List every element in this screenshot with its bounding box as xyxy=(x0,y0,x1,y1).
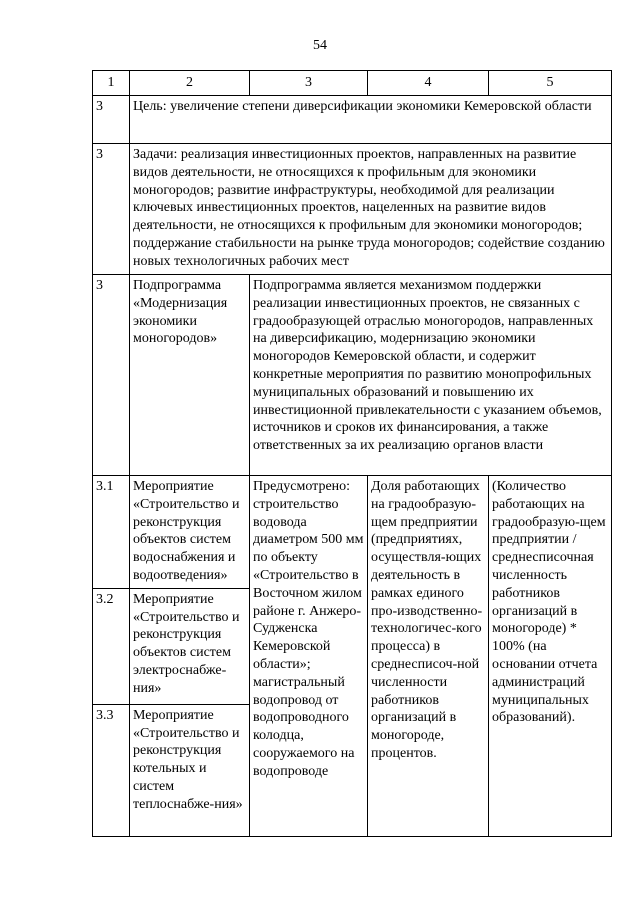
measure-number-3-2: 3.2 xyxy=(93,588,130,704)
subprogram-row-number: 3 xyxy=(93,275,130,476)
measure-name-3-2: Мероприятие «Строительство и реконструкция объектов систем электроснабже-ния» xyxy=(130,588,250,704)
header-cell-1: 1 xyxy=(93,71,130,96)
subprogram-description: Подпрограмма является механизмом поддержки реализации инвестиционных проектов, не связанных с градообразующей отраслью моногородов, направленных на диверсификацию, модернизацию экономики моногородов Кемеровской области, и содержит конкретные мероприятия по развитию монопрофильных муниципальных образований и повышению их инвестиционной привлекательности с указанием объемов, источников и сроков их финансирования, а также ответственных за их реализацию органов власти xyxy=(250,275,612,476)
measure-name-3-3: Мероприятие «Строительство и реконструкция котельных и систем теплоснабже-ния» xyxy=(130,704,250,836)
measure-number-3-1: 3.1 xyxy=(93,476,130,589)
header-cell-5: 5 xyxy=(489,71,612,96)
tasks-text: Задачи: реализация инвестиционных проектов, направленных на развитие видов деятельности, не относящихся к профильным для экономики моногородов; развитие инфраструктуры, необходимой для реализации ключевых инвестиционных проектов, нацеленных на развитие видов деятельности, не относящихся к профильным для экономики моногородов; поддержание стабильности на рынке труда моногородов; содействие созданию новых технологичных рабочих мест xyxy=(130,144,612,275)
indicator-text: Доля работающих на градообразую-щем предприятии (предприятиях, осуществля-ющих деятельность в рамках единого про-изводственно-технологичес-кого процесса) в среднесписоч-ной численности работников организаций в моногороде, процентов. xyxy=(368,476,489,837)
formula-text: (Количество работающих на градообразую-щем предприятии / среднесписочная численность работников организаций в моногороде) * 100% (на основании отчета администраций муниципальных образований). xyxy=(489,476,612,837)
program-table xyxy=(92,70,612,837)
header-cell-3: 3 xyxy=(250,71,368,96)
subprogram-name: Подпрограмма «Модернизация экономики моногородов» xyxy=(130,275,250,476)
measure-row-3-1 xyxy=(93,476,612,589)
tasks-row-number: 3 xyxy=(93,144,130,275)
subprogram-row xyxy=(93,275,612,476)
header-cell-4: 4 xyxy=(368,71,489,96)
goal-text: Цель: увеличение степени диверсификации экономики Кемеровской области xyxy=(130,96,612,144)
page-number: 54 xyxy=(313,38,327,53)
header-row xyxy=(93,71,612,96)
measure-number-3-3: 3.3 xyxy=(93,704,130,836)
tasks-row xyxy=(93,144,612,275)
measure-name-3-1: Мероприятие «Строительство и реконструкция объектов систем водоснабжения и водоотведения» xyxy=(130,476,250,589)
goal-row-number: 3 xyxy=(93,96,130,144)
header-cell-2: 2 xyxy=(130,71,250,96)
goal-row xyxy=(93,96,612,144)
provided-text: Предусмотрено: строительство водовода диаметром 500 мм по объекту «Строительство в Восточном жилом районе г. Анжеро-Судженска Кемеровской области»; магистральный водопровод от водопроводного колодца, сооружаемого на водопроводе xyxy=(250,476,368,837)
